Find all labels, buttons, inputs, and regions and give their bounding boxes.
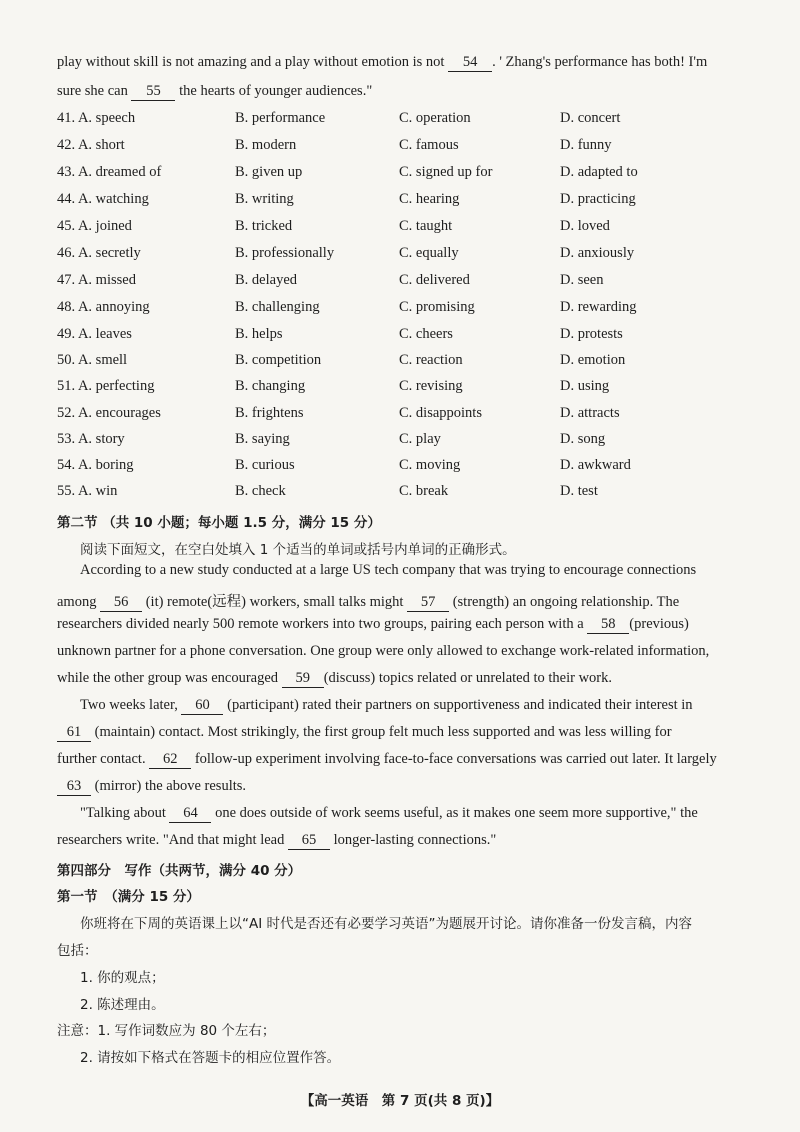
blank-60: 60 [181,698,223,715]
passage-line [80,805,698,823]
option-c: C. reaction [399,352,463,368]
writing-task-line: 包括： [57,943,98,959]
option-d: D. rewarding [560,299,637,315]
option-c: C. operation [399,110,471,126]
option-row-41 [57,110,757,132]
option-c: C. moving [399,457,461,473]
text: sure she can [57,83,128,99]
option-a: 45. A. joined [57,218,132,234]
text: "Talking about [80,805,166,821]
option-row-42 [57,137,757,159]
text: (participant) rated their partners on supportiveness and indicated their interest in [227,697,693,713]
option-d: D. protests [560,326,623,342]
option-d: D. emotion [560,352,626,368]
writing-note-1: 注意：1. 写作词数应为 80 个左右； [57,1023,276,1039]
option-b: B. writing [235,191,294,207]
option-row-49 [57,326,757,348]
passage-line [80,697,693,715]
passage-line [57,751,717,769]
passage-line: According to a new study conducted at a large US tech company that was trying to encourage connections [80,562,697,578]
text: researchers write. "And that might lead [57,832,285,848]
blank-59: 59 [282,671,324,688]
writing-point-2: 2. 陈述理由。 [80,997,165,1013]
option-row-47 [57,272,757,294]
option-row-52 [57,405,757,427]
option-a: 53. A. story [57,431,125,447]
option-a: 52. A. encourages [57,405,161,421]
option-row-44 [57,191,757,213]
option-b: B. competition [235,352,322,368]
option-b: B. delayed [235,272,298,288]
option-d: D. anxiously [560,245,635,261]
option-c: C. delivered [399,272,470,288]
text: (previous) [629,616,689,632]
option-a: 42. A. short [57,137,125,153]
option-c: C. taught [399,218,453,234]
blank-61: 61 [57,725,91,742]
text: further contact. [57,751,146,767]
text: follow-up experiment involving face-to-face conversations was carried out later. It largely [194,751,717,767]
option-b: B. challenging [235,299,320,315]
option-d: D. attracts [560,405,620,421]
option-row-55 [57,483,757,505]
writing-task-line: 你班将在下周的英语课上以“AI 时代是否还有必要学习英语”为题展开讨论。请你准备一份发言稿，内容 [80,916,692,932]
option-row-51 [57,378,757,400]
option-a: 55. A. win [57,483,118,499]
blank-57: 57 [407,595,449,612]
option-b: B. saying [235,431,290,447]
option-d: D. test [560,483,598,499]
option-d: D. funny [560,137,612,153]
passage-line [57,590,679,612]
option-a: 47. A. missed [57,272,136,288]
option-d: D. loved [560,218,610,234]
passage-line [57,778,246,796]
blank-65: 65 [288,833,330,850]
section-2-heading: 第二节 （共 10 小题；每小题 1.5 分，满分 15 分） [57,515,381,531]
intro-line-2 [57,83,372,101]
option-a: 43. A. dreamed of [57,164,162,180]
text: Two weeks later, [80,697,178,713]
option-c: C. revising [399,378,463,394]
part-4-heading: 第四部分 写作（共两节，满分 40 分） [57,863,302,879]
blank-64: 64 [169,806,211,823]
option-d: D. adapted to [560,164,638,180]
writing-point-1: 1. 你的观点； [80,970,165,986]
text: the hearts of younger audiences." [179,83,373,99]
blank-55: 55 [131,84,175,101]
blank-54: 54 [448,55,492,72]
option-row-46 [57,245,757,267]
text: play without skill is not amazing and a play without emotion is not [57,54,445,70]
blank-56: 56 [100,595,142,612]
text: while the other group was encouraged [57,670,279,686]
option-c: C. play [399,431,441,447]
blank-62: 62 [149,752,191,769]
text: among [57,594,97,610]
option-row-43 [57,164,757,186]
option-d: D. concert [560,110,621,126]
text: (it) remote(远程) workers, small talks might [145,594,404,610]
option-row-48 [57,299,757,321]
option-b: B. modern [235,137,297,153]
text: researchers divided nearly 500 remote workers into two groups, pairing each person with a [57,616,584,632]
option-row-53 [57,431,757,453]
option-a: 48. A. annoying [57,299,150,315]
page-footer: 【高一英语 第 7 页(共 8 页)】 [300,1093,500,1109]
option-row-50 [57,352,757,374]
option-d: D. song [560,431,606,447]
option-d: D. practicing [560,191,636,207]
option-d: D. awkward [560,457,631,473]
option-c: C. signed up for [399,164,493,180]
blank-58: 58 [587,617,629,634]
option-row-45 [57,218,757,240]
text: longer-lasting connections." [333,832,497,848]
passage-line [57,670,612,688]
option-a: 41. A. speech [57,110,136,126]
option-c: C. famous [399,137,459,153]
text: (strength) an ongoing relationship. The [452,594,680,610]
option-a: 46. A. secretly [57,245,141,261]
option-b: B. frightens [235,405,304,421]
part-4-section-1-heading: 第一节 （满分 15 分） [57,889,200,905]
writing-note-2: 2. 请按如下格式在答题卡的相应位置作答。 [80,1050,341,1066]
intro-line-1 [57,54,707,72]
passage-line [57,832,496,850]
text: (maintain) contact. Most strikingly, the first group felt much less supported and was less willing for [94,724,672,740]
section-2-instruction: 阅读下面短文，在空白处填入 1 个适当的单词或括号内单词的正确形式。 [80,542,516,558]
option-a: 44. A. watching [57,191,149,207]
option-d: D. using [560,378,610,394]
option-b: B. tricked [235,218,293,234]
option-b: B. changing [235,378,306,394]
option-b: B. professionally [235,245,335,261]
passage-line: unknown partner for a phone conversation. One group were only allowed to exchange work-related information, [57,643,710,659]
option-b: B. check [235,483,286,499]
option-b: B. given up [235,164,303,180]
option-a: 51. A. perfecting [57,378,155,394]
option-a: 49. A. leaves [57,326,132,342]
option-c: C. break [399,483,449,499]
blank-63: 63 [57,779,91,796]
passage-line [57,724,672,742]
text: (discuss) topics related or unrelated to their work. [323,670,612,686]
option-c: C. equally [399,245,459,261]
text: (mirror) the above results. [94,778,247,794]
option-c: C. disappoints [399,405,482,421]
option-d: D. seen [560,272,604,288]
option-b: B. performance [235,110,326,126]
option-b: B. curious [235,457,295,473]
option-c: C. cheers [399,326,453,342]
option-b: B. helps [235,326,283,342]
passage-line [57,616,689,634]
option-c: C. hearing [399,191,460,207]
text: . ' Zhang's performance has both! I'm [492,54,708,70]
option-a: 50. A. smell [57,352,128,368]
text: one does outside of work seems useful, as it makes one seem more supportive," the [215,805,698,821]
option-a: 54. A. boring [57,457,134,473]
option-row-54 [57,457,757,479]
option-c: C. promising [399,299,475,315]
